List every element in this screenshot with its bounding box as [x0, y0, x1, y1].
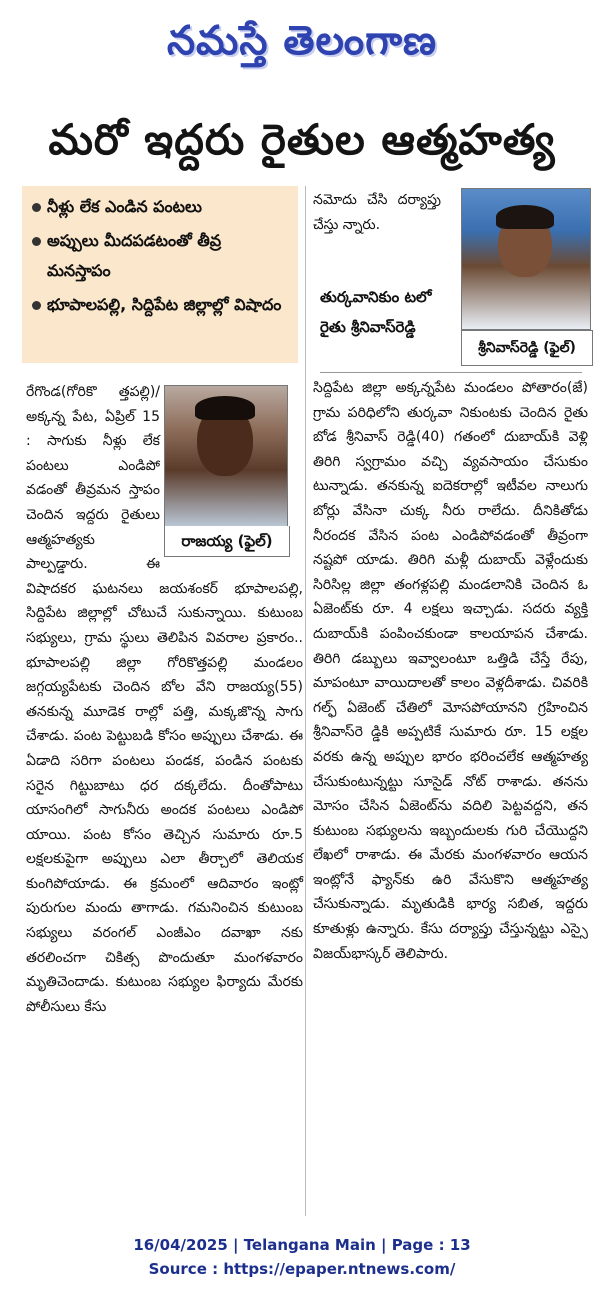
highlight-text: భూపాలపల్లి, సిద్దిపేట జిల్లాల్లో విషాదం	[47, 295, 282, 314]
article-column-left	[26, 380, 303, 1019]
right-top-text: నమోదు చేసి దర్యాప్తు చేస్తు న్నారు.	[313, 192, 441, 233]
article-body-right: సిద్దిపేట జిల్లా అక్కన్నపేట మండలం పోతారం(జే) గ్రామ పరిధిలోని తుర్కవా నికుంటకు చెందిన రైతు బోడ శ్రీనివాస్‌ రెడ్డి(40) గతంలో దుబాయ్‌కి వెళ్లి తిరిగి స్వగ్రామం వచ్చి వ్యవసాయం చేసుకుం టున్నాడు. తనకున్న ఐదెకరాల్లో ఇటీవల నాలుగు బోర్లు వేసినా చుక్క నీరు రాలేదు. దీనికితోడు నీరందక వేసిన పంట ఎండిపోవడంతో తీవ్రంగా నష్టపో యాడు. తిరిగి మళ్లీ దుబాయ్‌ వెళ్లేందుకు సిరిసిల్ల జిల్లా తంగళ్లపల్లి మండలానికి చెందిన ఓ ఏజెంట్‌కు రూ. 4 లక్షలు ఇచ్చాడు. సదరు వ్యక్తి దుబాయ్‌కి పంపించకుండా కాలయాపన చేశాడు. తిరిగి డబ్బులు ఇవ్వాలంటూ ఒత్తిడి చేస్తే రేపు, మాపంటూ వాయిదాలతో కాలం వెళ్లదీశాడు. చివరికి గల్ఫ్‌ ఏజెంట్‌ చేతిలో మోసపోయానని గ్రహించిన శ్రీనివాస్‌రె డ్డికి అప్పటికే సుమారు రూ. 15 లక్షల వరకు ఉన్న అప్పుల భారం భరించలేక ఆత్మహత్య చేసుకుంటున్నట్టు సూసైడ్‌ నోట్‌ రాశాడు. తనను మోసం చేసిన ఏజెంట్‌ను వదిలి పెట్టవద్దని, తన కుటుంబ సభ్యులను ఇబ్బందులకు గురి చేయొద్దని లేఖలో రాశాడు. ఈ మేరకు మంగళవారం ఆయన ఇంట్లోనే ఫ్యాన్‌కు ఉరి వేసుకొని ఆత్మహత్య చేసుకున్నాడు. మృతుడికి భార్య సబిత, ఇద్దరు కూతుళ్లు ఉన్నారు. కేసు దర్యాప్తు చేస్తున్నట్టు ఎస్సై విజయ్‌భాస్కర్‌ తెలిపారు.	[313, 380, 588, 962]
bullet-icon	[32, 203, 41, 212]
highlights-box	[22, 186, 298, 363]
highlight-item	[32, 226, 288, 286]
article-headline: మరో ఇద్దరు రైతుల ఆత్మహత్య	[48, 115, 556, 164]
farmer-photo-srinivas-reddy	[461, 188, 591, 330]
masthead-logo: నమస్తే తెలంగాణ	[166, 17, 438, 64]
highlight-item	[32, 290, 288, 320]
highlight-item	[32, 192, 288, 222]
photo-caption: శ్రీనివాస్‌రెడ్డి (ఫైల్)	[461, 330, 593, 366]
photo-space	[166, 380, 303, 550]
highlight-text: నీళ్లు లేక ఎండిన పంటలు	[47, 197, 202, 216]
column-divider	[305, 186, 306, 1216]
highlight-text: అప్పులు మీదపడటంతో తీవ్ర మనస్తాపం	[47, 231, 222, 280]
article-column-right	[313, 376, 588, 966]
bullet-icon	[32, 237, 41, 246]
pull-quote: తుర్కవానికుం టలో రైతు శ్రీనివాస్‌రెడ్డి	[320, 288, 432, 336]
hair-shape	[496, 205, 554, 229]
footer-page-info: 16/04/2025 | Telangana Main | Page : 13	[133, 1236, 471, 1254]
bullet-icon	[32, 301, 41, 310]
divider	[320, 372, 582, 373]
footer-source: Source : https://epaper.ntnews.com/	[148, 1260, 456, 1278]
article-body-left: రేగొండ(గోరికొ త్తపల్లి)/అక్కన్న పేట, ఏప్రిల్‌ 15 : సాగుకు నీళ్లు లేక పంటలు ఎండిపో వడంతో తీవ్రమన స్తాపం చెందిన ఇద్దరు రైతులు ఆత్మహత్యకు పాల్పడ్డారు. ఈ విషాదకర ఘటనలు జయశంకర్‌ భూపాలపల్లి, సిద్దిపేట జిల్లాల్లో చోటుచే సుకున్నాయి. కుటుంబ సభ్యులు, గ్రామ స్థులు తెలిపిన వివరాల ప్రకారం.. భూపాలపల్లి జిల్లా గోరికొత్తపల్లి మండలం జగ్గయ్యపేటకు చెందిన బోల వేని రాజయ్య(55) తనకున్న మూడెక రాల్లో పత్తి, మక్కజొన్న సాగు చేశాడు. పంట పెట్టుబడి కోసం అప్పులు చేశాడు. ఈ ఏడాది సరిగా పంటలు పండక, పండిన పంటకు సరైన గిట్టుబాటు ధర దక్కలేదు. దీంతోపాటు యాసంగిలో సాగునీరు అందక పంటలు ఎండిపో యాయి. పంట కోసం తెచ్చిన సుమారు రూ.5 లక్షలకుపైగా అప్పులు ఎలా తీర్చాలో తెలియక కుంగిపోయాడు. ఈ క్రమంలో ఆదివారం ఇంట్లో పురుగుల మందు తాగాడు. గమనించిన కుటుంబ సభ్యులు వరంగల్‌ ఎంజీఎం దవాఖా నకు తరలించగా చికిత్స పొందుతూ మంగళవారం మృతిచెందాడు. కుటుంబ సభ్యుల ఫిర్యాదు మేరకు పోలీసులు కేసు	[26, 384, 303, 1015]
photo-caption: రాజయ్య (ఫైల్)	[164, 526, 290, 557]
